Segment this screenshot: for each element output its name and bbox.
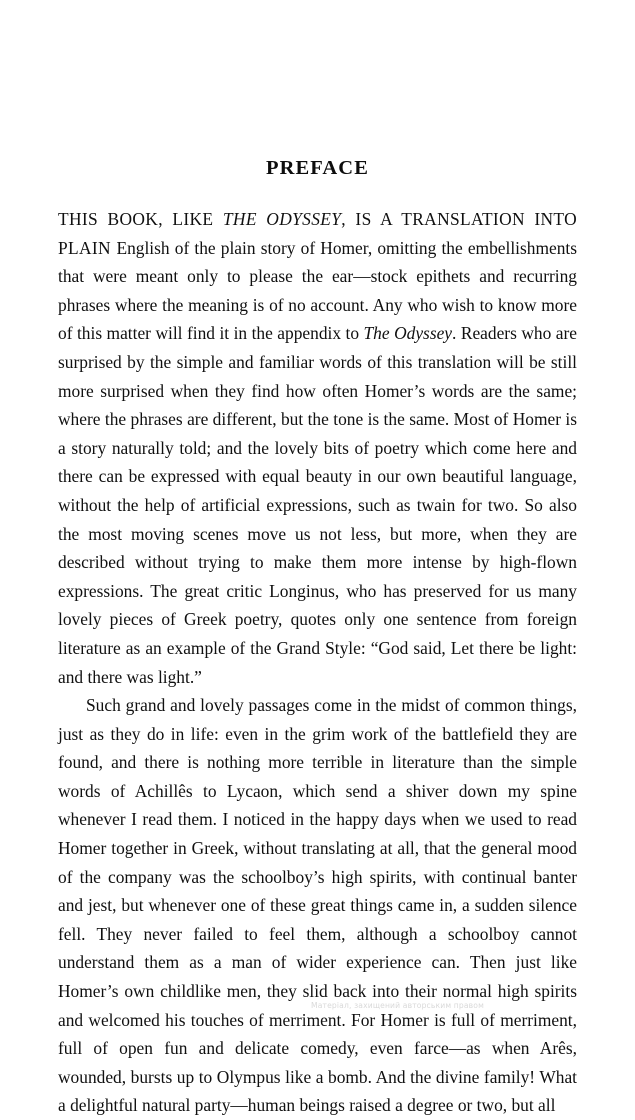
copyright-watermark: Матеріал, захищений авторським правом — [311, 1001, 484, 1010]
paragraph-1-body-part-1: English of the plain story of Homer, omitting the embellishments that were meant only to please the ear—stock epithets and recurring phrases where the meaning is of no account. Any who wish to know more of this matter will find it in the appendix to — [58, 237, 577, 344]
lead-in-smallcaps-continued: , IS A TRANSLATION INTO PLAIN — [58, 209, 578, 258]
paragraph-2: Such grand and lovely passages come in the midst of common things, just as they do in life: even in the grim work of the battlefield they are found, and there is nothing more terrible in literature than the simple words of Achillês to Lycaon, which send a shiver down my spine whenever I read them. I noticed in the happy days when we used to read Homer together in Greek, without translating at all, that the general mood of the company was the schoolboy’s high spirits, with continual banter and jest, but whenever one of these great things came in, a sudden silence fell. They never failed to feel them, although a schoolboy cannot understand them as a man of wider experience can. Then just like Homer’s own childlike men, they slid back into their normal high spirits and welcomed his touches of merriment. For Homer is full of merriment, full of open fun and delicate comedy, even farce—as when Arês, wounded, bursts up to Olympus like a bomb. And the divine family! What a delightful natural party—human beings raised a degree or two, but all — [58, 695, 577, 1116]
paragraph-1-italic-title: The Odyssey — [363, 323, 453, 344]
body-text-block — [58, 205, 577, 1120]
paragraph-1-body-part-2: . Readers who are surprised by the simple and familiar words of this translation will be still more surprised when they find how often Homer’s words are the same; where the phrases are different, but the tone is the same. Most of Homer is a story naturally told; and the lovely bits of poetry which come here and there can be expressed with equal beauty in our own beautiful language, without the help of artificial expressions, such as twain for two. So also the most moving scenes move us not less, but more, when they are described without trying to make them more intense by high-flown expressions. The great critic Longinus, who has preserved for us many lovely pieces of Greek poetry, quotes only one sentence from foreign literature as an example of the Grand Style: “God said, Let there be light: and there was light.” — [58, 323, 577, 687]
lead-in-smallcaps: THIS BOOK, LIKE — [58, 209, 223, 229]
page-title: PREFACE — [266, 156, 369, 179]
paragraph-1 — [58, 205, 577, 691]
lead-in-smallcaps-italic-title: THE ODYSSEY — [222, 209, 342, 229]
